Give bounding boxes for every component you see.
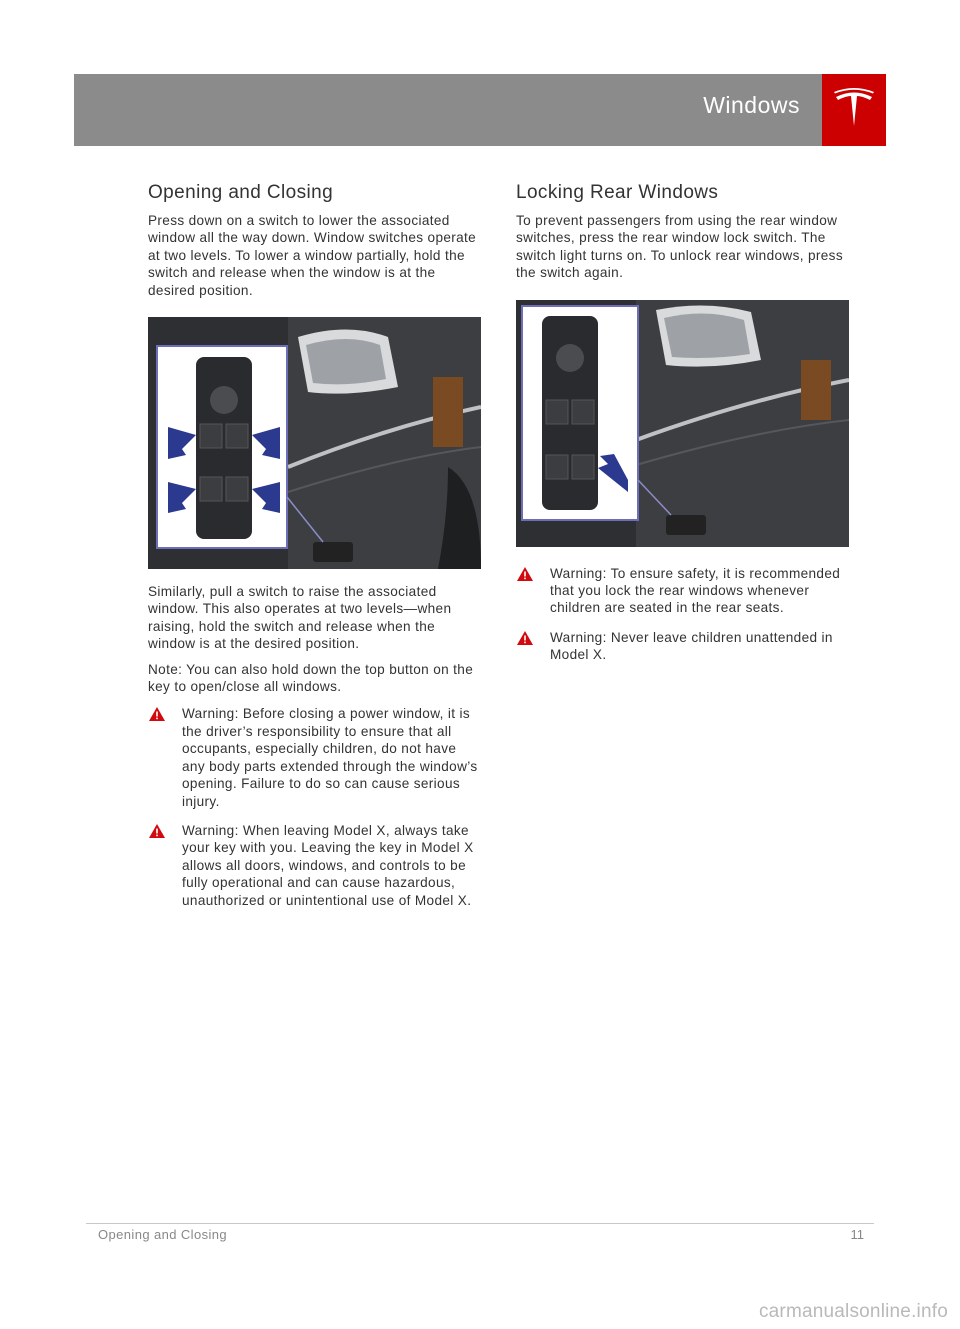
lock-switch-illustration [516, 300, 849, 547]
page-number: 11 [850, 1227, 864, 1242]
note-paragraph: Note: You can also hold down the top button on the key to open/close all windows. [148, 661, 474, 695]
lock-intro-paragraph: To prevent passengers from using the rear window switches, press the rear window lock switch. The switch light turns on. To unlock rear windows, press the switch again. [516, 213, 843, 281]
section-heading-opening-closing: Opening and Closing [148, 182, 334, 203]
left-column [148, 182, 483, 921]
raise-paragraph: Similarly, pull a switch to raise the associated window. This also operates at two levels—when raising, hold the switch and release when the window is at the desired position. [148, 584, 452, 652]
header-bar [74, 74, 822, 146]
window-switch-illustration [148, 317, 481, 569]
warning-text: Warning: Never leave children unattended in Model X. [550, 629, 833, 663]
right-column [516, 182, 851, 676]
warning-power-window [148, 705, 483, 809]
warning-icon [148, 706, 166, 722]
warning-text: Warning: When leaving Model X, always take your key with you. Leaving the key in Model X allows all doors, windows, and controls to be fully operational and can cause hazardous, unauthorized or unintentional use of Model X. [182, 822, 474, 908]
watermark: carmanualsonline.info [758, 1301, 948, 1322]
tesla-logo-icon [822, 74, 886, 146]
warning-lock-rear [516, 565, 851, 617]
warning-text: Warning: Before closing a power window, it is the driver’s responsibility to ensure that all occupants, especially children, do not have any body parts extended through the window’s opening. Failure to do so can cause serious injury. [182, 706, 478, 809]
warning-key [148, 822, 483, 909]
warning-icon [516, 566, 534, 582]
intro-paragraph: Press down on a switch to lower the associated window all the way down. Window switches operate at two levels. To lower a window partially, hold the switch and release when the window is at the desired position. [148, 213, 477, 298]
warning-icon [148, 823, 166, 839]
warning-text: Warning: To ensure safety, it is recommended that you lock the rear windows whenever children are seated in the rear seats. [550, 565, 841, 616]
tesla-logo [822, 74, 886, 146]
warning-children [516, 629, 851, 664]
footer-divider [86, 1223, 874, 1224]
page-title: Windows [703, 92, 800, 118]
section-heading-locking-rear-windows: Locking Rear Windows [516, 182, 719, 203]
window-switch-figure [148, 317, 481, 569]
footer-section-name: Opening and Closing [98, 1227, 228, 1242]
warning-icon [516, 630, 534, 646]
lock-switch-figure [516, 300, 849, 547]
